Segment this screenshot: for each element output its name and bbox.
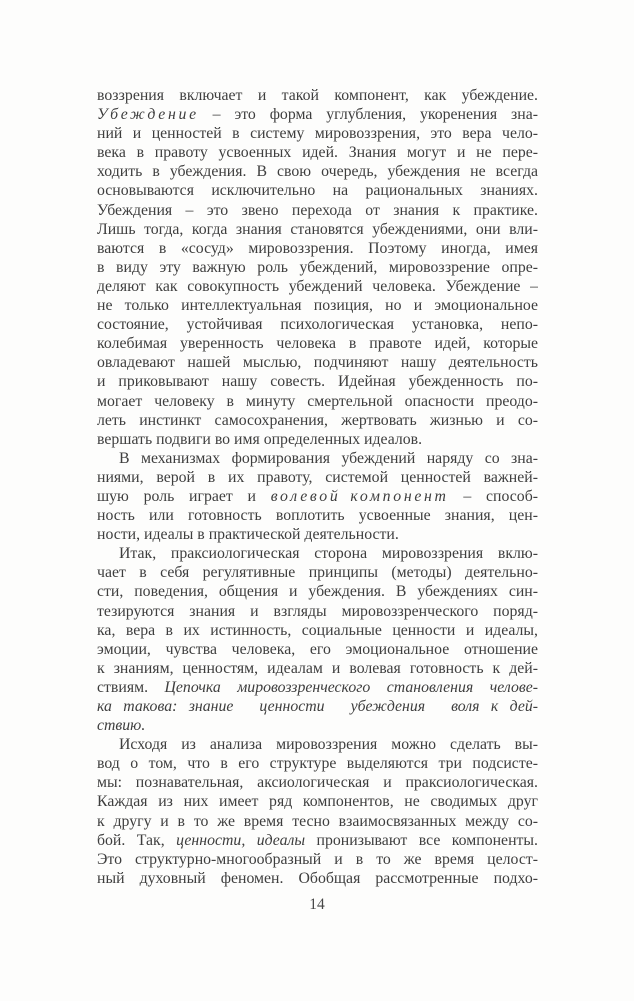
text-segment: состояние, устойчивая психологическая установка, непо- bbox=[97, 316, 538, 334]
paragraph bbox=[97, 86, 538, 449]
text-line bbox=[97, 315, 538, 334]
text-line bbox=[97, 544, 538, 563]
text-segment: к другу и в то же время тесно взаимосвязанных между со- bbox=[97, 812, 538, 830]
text-segment: и приковывают нашу совесть. Идейная убежденность по- bbox=[97, 373, 538, 391]
text-line bbox=[97, 258, 538, 277]
text-line bbox=[97, 201, 538, 220]
text-line bbox=[97, 812, 538, 831]
text-segment: Лишь тогда, когда знания становятся убеждениями, они вли- bbox=[97, 220, 538, 238]
text-segment: бой. Так, bbox=[97, 831, 177, 849]
text-line bbox=[97, 430, 538, 449]
text-segment: тезируются знания и взгляды мировоззренческого поряд- bbox=[97, 602, 538, 620]
text-segment: воззрения включает и такой компонент, как убеждение. bbox=[97, 87, 538, 104]
text-segment: чает в себя регулятивные принципы (методы) деятельно- bbox=[97, 564, 538, 582]
text-segment: компонент bbox=[350, 487, 449, 505]
text-segment: Исходя из анализа мировоззрения можно сделать вы- bbox=[119, 736, 538, 754]
text-segment: не только интеллектуальная позиция, но и эмоциональное bbox=[97, 297, 538, 315]
text-line bbox=[97, 334, 538, 353]
text-line bbox=[97, 716, 538, 735]
text-line bbox=[97, 487, 538, 506]
text-line bbox=[97, 773, 538, 792]
text-segment: ка такова: знание bbox=[97, 698, 234, 715]
text-line bbox=[97, 792, 538, 811]
text-segment: убеждения bbox=[350, 698, 426, 715]
text-line bbox=[97, 181, 538, 200]
text-line bbox=[97, 372, 538, 391]
text-line bbox=[97, 162, 538, 181]
text-line bbox=[97, 220, 538, 239]
text-line bbox=[97, 277, 538, 296]
text-segment: века в правоту усвоенных идей. Знания могут и не пере- bbox=[97, 144, 538, 162]
text-segment: Убеждения – это звено перехода от знания к практике. bbox=[97, 201, 538, 219]
text-segment: мы: познавательная, аксиологическая и праксиологическая. bbox=[97, 774, 538, 792]
text-segment: ценности, идеалы bbox=[176, 831, 306, 849]
text-line bbox=[97, 239, 538, 258]
text-line bbox=[97, 468, 538, 487]
text-line bbox=[97, 754, 538, 773]
text-segment: леть инстинкт самосохранения, жертвовать жизнью и со- bbox=[97, 411, 538, 429]
text-segment: овладевают нашей мыслью, подчиняют нашу деятельность bbox=[97, 354, 538, 372]
text-segment: воля к дей- bbox=[451, 698, 538, 715]
text-line bbox=[97, 525, 538, 544]
text-segment: колебимая уверенность человека в правоте идей, которые bbox=[97, 335, 538, 353]
text-segment: волевой bbox=[270, 487, 341, 505]
text-segment: ствию. bbox=[97, 717, 146, 735]
text-line bbox=[97, 392, 538, 411]
text-segment: – это форма углубления, укоренения зна- bbox=[198, 106, 538, 124]
text-line bbox=[97, 697, 538, 716]
text-segment: ходить в убеждения. В свою очередь, убеждения не всегда bbox=[97, 163, 538, 181]
text-segment: эмоции, чувства человека, его эмоциональное отношение bbox=[97, 640, 538, 658]
text-segment: ности, идеалы в практической деятельности. bbox=[97, 526, 399, 544]
text-line bbox=[97, 143, 538, 162]
text-line bbox=[97, 124, 538, 143]
text-line bbox=[97, 602, 538, 621]
text-line bbox=[97, 640, 538, 659]
text-segment: – способ- bbox=[448, 487, 538, 505]
text-line bbox=[97, 411, 538, 430]
text-segment: Убеждение bbox=[97, 106, 199, 124]
text-segment: к знаниям, ценностям, идеалам и волевая готовность к дей- bbox=[97, 659, 538, 677]
text-segment: в виду эту важную роль убеждений, мировоззрение опре- bbox=[97, 258, 538, 276]
text-segment: Цепочка мировоззренческого становления челове- bbox=[164, 678, 538, 696]
text-line bbox=[97, 449, 538, 468]
text-line bbox=[97, 850, 538, 869]
paragraph bbox=[97, 735, 538, 888]
text-segment: ствиям. bbox=[97, 678, 165, 696]
text-line bbox=[97, 735, 538, 754]
text-line bbox=[97, 506, 538, 525]
page-number: 14 bbox=[309, 896, 325, 913]
text-segment: Каждая из них имеет ряд компонентов, не сводимых друг bbox=[97, 793, 538, 811]
text-line bbox=[97, 869, 538, 888]
text-segment: сти, поведения, общения и убеждения. В убеждениях син- bbox=[97, 583, 538, 601]
text-line bbox=[97, 296, 538, 315]
text-segment: ниями, верой в их правоту, системой ценностей важней- bbox=[97, 468, 538, 486]
text-line bbox=[97, 86, 538, 105]
text-line bbox=[97, 678, 538, 697]
text-segment: основываются исключительно на рациональных знаниях. bbox=[97, 182, 538, 200]
text-segment: шую роль играет и bbox=[97, 487, 271, 505]
text-segment: ценности bbox=[259, 698, 325, 715]
text-line bbox=[97, 659, 538, 678]
text-line bbox=[97, 831, 538, 850]
paragraph bbox=[97, 544, 538, 735]
text-line bbox=[97, 563, 538, 582]
text-block bbox=[97, 86, 538, 888]
text-line bbox=[97, 621, 538, 640]
text-line bbox=[97, 582, 538, 601]
text-segment: ный духовный феномен. Обобщая рассмотренные подхо- bbox=[97, 869, 538, 887]
text-segment: могает человеку в минуту смертельной опасности преодо- bbox=[97, 392, 538, 410]
text-segment: ка, вера в их истинность, социальные ценности и идеалы, bbox=[97, 621, 538, 639]
text-segment: Это структурно-многообразный и в то же время целост- bbox=[97, 850, 538, 868]
text-segment: Итак, праксиологическая сторона мировоззрения вклю- bbox=[119, 545, 538, 563]
text-segment: пронизывают все компоненты. bbox=[305, 831, 538, 849]
text-segment: вод о том, что в его структуре выделяются три подсисте- bbox=[97, 755, 538, 773]
text-segment: В механизмах формирования убеждений наряду со зна- bbox=[119, 449, 538, 467]
text-segment: вершать подвиги во имя определенных идеалов. bbox=[97, 430, 423, 448]
text-segment: ваются в «сосуд» мировоззрения. Поэтому иногда, имея bbox=[97, 239, 538, 257]
text-segment: деляют как совокупность убеждений человека. Убеждение – bbox=[97, 277, 538, 295]
text-line bbox=[97, 353, 538, 372]
paragraph bbox=[97, 449, 538, 544]
text-line bbox=[97, 105, 538, 124]
text-segment: ний и ценностей в систему мировоззрения, это вера чело- bbox=[97, 125, 538, 143]
text-segment: ность или готовность воплотить усвоенные знания, цен- bbox=[97, 507, 538, 525]
